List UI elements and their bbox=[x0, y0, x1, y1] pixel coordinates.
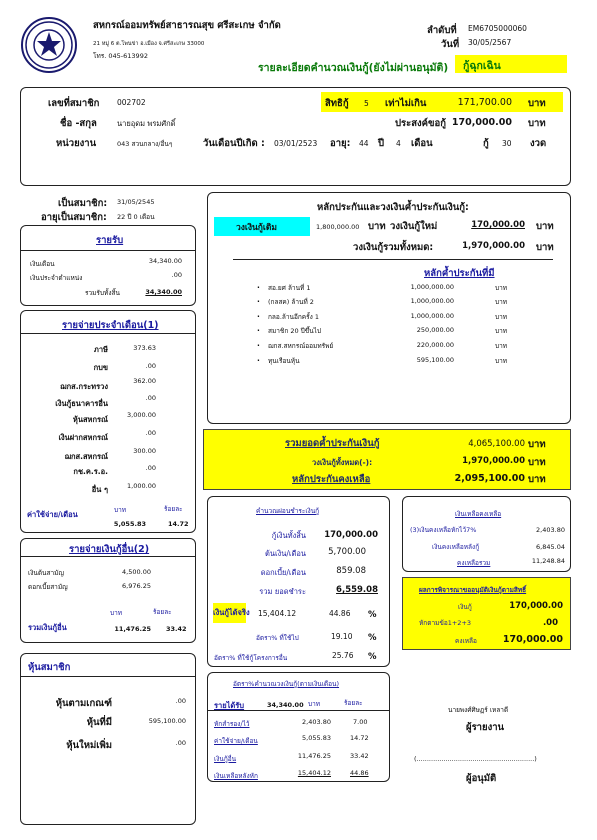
monthly-expense-title: รายจ่ายประจำเดือน(1) bbox=[62, 320, 159, 331]
expense-total-pct: 14.72 bbox=[168, 520, 189, 528]
guarantee-name: สอ.ยศ ล้านที่ 1 bbox=[268, 284, 311, 292]
approver-role: ผู้อนุมัติ bbox=[466, 773, 497, 784]
remaining-value: 6,845.04 bbox=[536, 543, 565, 551]
net-loan-value: 15,404.12 bbox=[258, 609, 297, 618]
other-expense-baht-col: บาท bbox=[110, 609, 123, 617]
installments-unit: งวด bbox=[530, 138, 547, 149]
age-label: อายุ: bbox=[330, 138, 351, 149]
collateral-sum-label: รวมยอดค้ำประกันเงินกู้ bbox=[285, 438, 380, 449]
ratio1-label: อัตรา% ที่ใช้ไป bbox=[256, 634, 299, 642]
guarantee-unit: บาท bbox=[495, 342, 508, 350]
approval-loan-value: 170,000.00 bbox=[509, 601, 563, 611]
ratio-row-value: 11,476.25 bbox=[297, 752, 331, 760]
guarantee-unit: บาท bbox=[495, 298, 508, 306]
member-name-value: นายอุดม พรมศักดิ์ bbox=[117, 119, 176, 128]
shares-label: หุ้นที่มี bbox=[86, 717, 112, 728]
ratio-row-label: เงินเหลือหลังหัก bbox=[214, 772, 258, 780]
remaining-salary-title: เงินเหลือคงเหลือ bbox=[455, 510, 502, 518]
old-limit-value: 1,800,000.00 bbox=[316, 223, 360, 231]
purpose-baht: บาท bbox=[528, 118, 546, 129]
income-row-label: เงินเดือน bbox=[30, 260, 55, 268]
shares-label: หุ้นตามเกณฑ์ bbox=[55, 698, 112, 709]
ratio-row-value: 15,404.12 bbox=[297, 769, 331, 777]
installment-value: 5,700.00 bbox=[328, 547, 366, 557]
member-since-label: เป็นสมาชิก: bbox=[58, 198, 108, 209]
expense-total-value: 5,055.83 bbox=[113, 520, 146, 528]
remaining-value: 11,248.84 bbox=[531, 557, 565, 565]
guarantee-value: 1,000,000.00 bbox=[410, 312, 454, 320]
org-phone: โทร. 045-613992 bbox=[93, 52, 148, 60]
guarantee-value: 1,000,000.00 bbox=[410, 283, 454, 291]
new-limit-value: 170,000.00 bbox=[471, 220, 525, 230]
installment-value: 859.08 bbox=[336, 566, 366, 576]
ratio2-value: 25.76 bbox=[332, 651, 354, 660]
org-name: สหกรณ์ออมทรัพย์สาธารณสุข ศรีสะเกษ จำกัด bbox=[93, 20, 281, 31]
ratio-row-pct: 14.72 bbox=[350, 734, 369, 742]
ratio-title: อัตรา%คำนวณวงเงินกู้(ตามเงินเดือน) bbox=[233, 680, 340, 688]
collateral-remain-value: 2,095,100.00 bbox=[454, 473, 525, 484]
expense-label: ฌกส.สหกรณ์ bbox=[64, 452, 108, 461]
purpose-amount: 170,000.00 bbox=[451, 117, 512, 128]
old-limit-label: วงเงินกู้เดิม bbox=[214, 217, 310, 236]
expense-label: ภาษี bbox=[93, 345, 108, 354]
expense-label: หุ้นสหกรณ์ bbox=[72, 415, 108, 424]
approval-title: ผลการพิจารณาขออนุมัติเงินกู้ตามสิทธิ์ bbox=[419, 586, 527, 594]
remaining-label: เงินคงเหลือหลังกู้ bbox=[432, 543, 480, 551]
guarantee-name: กลอ.ล้านอีกครั้ง 1 bbox=[268, 313, 320, 321]
expense-value: 373.63 bbox=[133, 344, 156, 352]
total-limit-baht: บาท bbox=[536, 242, 554, 253]
guarantee-unit: บาท bbox=[495, 327, 508, 335]
collateral-sum-value: 4,065,100.00 bbox=[468, 439, 525, 449]
ratio-row-pct: 33.42 bbox=[350, 752, 369, 760]
collateral-sum-baht: บาท bbox=[528, 439, 546, 450]
remaining-label: คงเหลือรวม bbox=[457, 559, 491, 567]
expense-value: .00 bbox=[145, 429, 156, 437]
date-label: วันที่ bbox=[441, 39, 460, 50]
approver-signature-line: (.........................................................) bbox=[414, 755, 537, 763]
reporter-name: นายพงศ์ศิษฏร์ เหลาดี bbox=[448, 706, 509, 714]
new-limit-label: วงเงินกู้ใหม่ bbox=[390, 221, 438, 232]
list-bullet: · bbox=[257, 297, 260, 306]
ratio2-pct-sign: % bbox=[368, 652, 377, 662]
guarantee-name: สมาชิก 20 ปีขึ้นไป bbox=[268, 327, 322, 335]
member-since-value: 31/05/2545 bbox=[117, 198, 155, 206]
installments-label: กู้ bbox=[483, 138, 489, 149]
shares-value: .00 bbox=[175, 697, 186, 705]
other-expense-pct-col: ร้อยละ bbox=[153, 608, 172, 616]
net-loan-pct: 44.86 bbox=[329, 609, 351, 618]
expense-value: 300.00 bbox=[133, 447, 156, 455]
approval-net-label: คงเหลือ bbox=[455, 637, 477, 645]
ratio-income-label: รายได้รับ bbox=[214, 701, 245, 710]
guarantee-value: 250,000.00 bbox=[416, 326, 454, 334]
loan-right-num: 5 bbox=[364, 99, 369, 108]
expense-label: กบข bbox=[93, 363, 108, 372]
ratio1-value: 19.10 bbox=[331, 632, 353, 641]
org-address: 21 หมู่ 6 ต.โพนข่า อ.เมือง จ.ศรีสะเกษ 33000 bbox=[93, 41, 205, 47]
list-bullet: · bbox=[257, 312, 260, 321]
unit-label: หน่วยงาน bbox=[56, 138, 97, 149]
expense-value: 3,000.00 bbox=[127, 411, 156, 419]
expense-value: .00 bbox=[145, 362, 156, 370]
date-value: 30/05/2567 bbox=[468, 38, 512, 47]
collateral-remain-baht: บาท bbox=[528, 474, 546, 485]
expense-value: .00 bbox=[145, 394, 156, 402]
guarantee-name: (กลสค) ล้านที่ 2 bbox=[268, 298, 314, 306]
guarantee-unit: บาท bbox=[495, 313, 508, 321]
installment-label: ดอกเบี้ย/เดือน bbox=[260, 568, 306, 577]
unit-value: 043 สวนกลาง/อื่นๆ bbox=[117, 140, 173, 148]
ratio-row-value: 2,403.80 bbox=[302, 718, 331, 726]
months-unit: เดือน bbox=[411, 138, 433, 149]
seq-label: ลำดับที่ bbox=[427, 25, 457, 36]
membership-age-value: 22 ปี 0 เดือน bbox=[117, 213, 155, 221]
new-limit-baht: บาท bbox=[536, 221, 554, 232]
shares-label: หุ้นใหม่เพิ่ม bbox=[66, 740, 112, 751]
list-bullet: · bbox=[257, 356, 260, 365]
other-expense-value: 6,976.25 bbox=[122, 582, 151, 590]
income-title: รายรับ bbox=[96, 235, 124, 246]
other-expense-value: 4,500.00 bbox=[122, 568, 151, 576]
installment-value: 170,000.00 bbox=[324, 530, 378, 540]
other-expense-label: ดอกเบี้ยสามัญ bbox=[28, 583, 68, 591]
guarantee-name: ฌกส.สหกรณ์ออมทรัพย์ bbox=[268, 342, 334, 350]
installment-total-value: 6,559.08 bbox=[336, 585, 378, 595]
ratio-income-value: 34,340.00 bbox=[267, 701, 304, 709]
member-id-label: เลขที่สมาชิก bbox=[48, 98, 100, 109]
expense-baht-col: บาท bbox=[114, 506, 127, 514]
expense-value: .00 bbox=[145, 464, 156, 472]
report-title: รายละเอียดคำนวณเงินกู้(ยังไม่ผ่านอนุมัติ) bbox=[258, 62, 449, 74]
expense-value: 362.00 bbox=[133, 377, 156, 385]
expense-label: เงินกู้ธนาคารอื่น bbox=[55, 399, 108, 408]
purpose-label: ประสงค์ขอกู้ bbox=[395, 118, 446, 129]
expense-label: กช.ค.ร.อ. bbox=[73, 467, 108, 476]
shares-value: 595,100.00 bbox=[148, 717, 186, 725]
ratio-row-value: 5,055.83 bbox=[302, 734, 331, 742]
income-row-label: เงินประจำตำแหน่ง bbox=[30, 274, 83, 282]
ratio2-label: อัตรา% ที่ใช้กู้โครงการอื่น bbox=[214, 654, 288, 662]
collateral-used-value: 1,970,000.00 bbox=[462, 456, 525, 466]
collateral-used-baht: บาท bbox=[528, 457, 546, 468]
age-months: 4 bbox=[396, 139, 401, 148]
collateral-used-label: วงเงินกู้ทั้งหมด(-): bbox=[312, 458, 373, 467]
other-expense-total-pct: 33.42 bbox=[166, 625, 187, 633]
expense-value: 1,000.00 bbox=[127, 482, 156, 490]
member-name-label: ชื่อ -สกุล bbox=[60, 118, 97, 129]
expense-label: ฌกส.กระทรวง bbox=[60, 382, 108, 391]
birth-label: วันเดือนปีเกิด : bbox=[203, 138, 265, 149]
expense-label: เงินฝากสหกรณ์ bbox=[58, 433, 108, 442]
ratio-row-label: ค่าใช้จ่าย/เดือน bbox=[214, 737, 258, 745]
ratio-baht-col: บาท bbox=[308, 700, 321, 708]
birth-value: 03/01/2523 bbox=[274, 139, 318, 148]
expense-total-label: ค่าใช้จ่าย/เดือน bbox=[27, 510, 78, 519]
remaining-label: (3)เงินคงเหลือหักไว้7% bbox=[410, 526, 477, 534]
income-total-value: 34,340.00 bbox=[145, 288, 182, 296]
loan-right-baht: บาท bbox=[528, 98, 546, 109]
approval-deduct-label: หักตามข้อ1+2+3 bbox=[419, 619, 472, 627]
loan-right-label: สิทธิกู้ bbox=[325, 98, 349, 109]
installment-label: ต้นเงิน/เดือน bbox=[265, 549, 306, 558]
other-expense-total-label: รวมเงินกู้อื่น bbox=[28, 623, 67, 632]
other-expense-label: เงินต้นสามัญ bbox=[28, 569, 64, 577]
guarantee-unit: บาท bbox=[495, 284, 508, 292]
collateral-title: หลักประกันและวงเงินค้ำประกันเงินกู้: bbox=[317, 202, 469, 213]
member-id-value: 002702 bbox=[117, 98, 146, 107]
org-logo bbox=[21, 17, 77, 73]
loan-type-badge: กู้ฉุกเฉิน bbox=[455, 55, 567, 73]
approval-loan-label: เงินกู้ bbox=[458, 603, 472, 611]
ratio-row-label: หักสำรอง/ไว้ bbox=[214, 720, 250, 728]
total-limit-label: วงเงินกู้รวมทั้งหมด: bbox=[353, 242, 434, 253]
income-total-label: รวมรับทั้งสิ้น bbox=[85, 289, 120, 297]
installment-label: กู้เงินทั้งสิ้น bbox=[271, 531, 306, 540]
net-loan-pct-sign: % bbox=[368, 610, 377, 620]
installments-value: 30 bbox=[502, 139, 512, 148]
guarantee-value: 595,100.00 bbox=[416, 356, 454, 364]
shares-title: หุ้นสมาชิก bbox=[28, 662, 71, 673]
collateral-remain-label: หลักประกันคงเหลือ bbox=[292, 474, 371, 485]
remaining-value: 2,403.80 bbox=[536, 526, 565, 534]
ratio-row-pct: 7.00 bbox=[353, 718, 368, 726]
ratio-row-label: เงินกู้อื่น bbox=[214, 755, 237, 763]
approval-net-value: 170,000.00 bbox=[502, 634, 563, 645]
ratio-row-pct: 44.86 bbox=[350, 769, 369, 777]
years-unit: ปี bbox=[378, 138, 385, 149]
age-years: 44 bbox=[359, 139, 369, 148]
guarantee-value: 220,000.00 bbox=[416, 341, 454, 349]
list-bullet: · bbox=[257, 283, 260, 292]
total-limit-value: 1,970,000.00 bbox=[462, 241, 525, 251]
membership-age-label: อายุเป็นสมาชิก: bbox=[41, 212, 107, 223]
loan-right-cap: เท่าไม่เกิน bbox=[385, 98, 427, 109]
reporter-role: ผู้รายงาน bbox=[466, 722, 505, 733]
ratio-pct-col: ร้อยละ bbox=[344, 699, 363, 707]
guarantee-name: ทุนเรือนหุ้น bbox=[268, 357, 300, 365]
guarantees-title: หลักค้ำประกันที่มี bbox=[424, 268, 495, 279]
income-row-value: 34,340.00 bbox=[148, 257, 182, 265]
installment-title: คำนวณผ่อนชำระเงินกู้ bbox=[256, 507, 320, 515]
expense-pct-col: ร้อยละ bbox=[164, 505, 183, 513]
list-bullet: · bbox=[257, 326, 260, 335]
other-expense-total-value: 11,476.25 bbox=[114, 625, 151, 633]
shares-value: .00 bbox=[175, 739, 186, 747]
guarantee-unit: บาท bbox=[495, 357, 508, 365]
seq-value: EM6705000060 bbox=[468, 24, 527, 33]
guarantee-value: 1,000,000.00 bbox=[410, 297, 454, 305]
list-bullet: · bbox=[257, 341, 260, 350]
expense-label: อื่น ๆ bbox=[91, 485, 108, 494]
approval-deduct-value: .00 bbox=[542, 618, 558, 628]
income-row-value: .00 bbox=[171, 271, 182, 279]
ratio1-pct-sign: % bbox=[368, 633, 377, 643]
installment-label: รวม ยอดชำระ bbox=[259, 587, 306, 596]
loan-right-amount: 171,700.00 bbox=[457, 97, 512, 108]
other-expense-title: รายจ่ายเงินกู้อื่น(2) bbox=[69, 544, 150, 555]
net-loan-label: เงินกู้ได้จริง bbox=[213, 603, 246, 623]
old-limit-baht: บาท bbox=[368, 221, 386, 232]
